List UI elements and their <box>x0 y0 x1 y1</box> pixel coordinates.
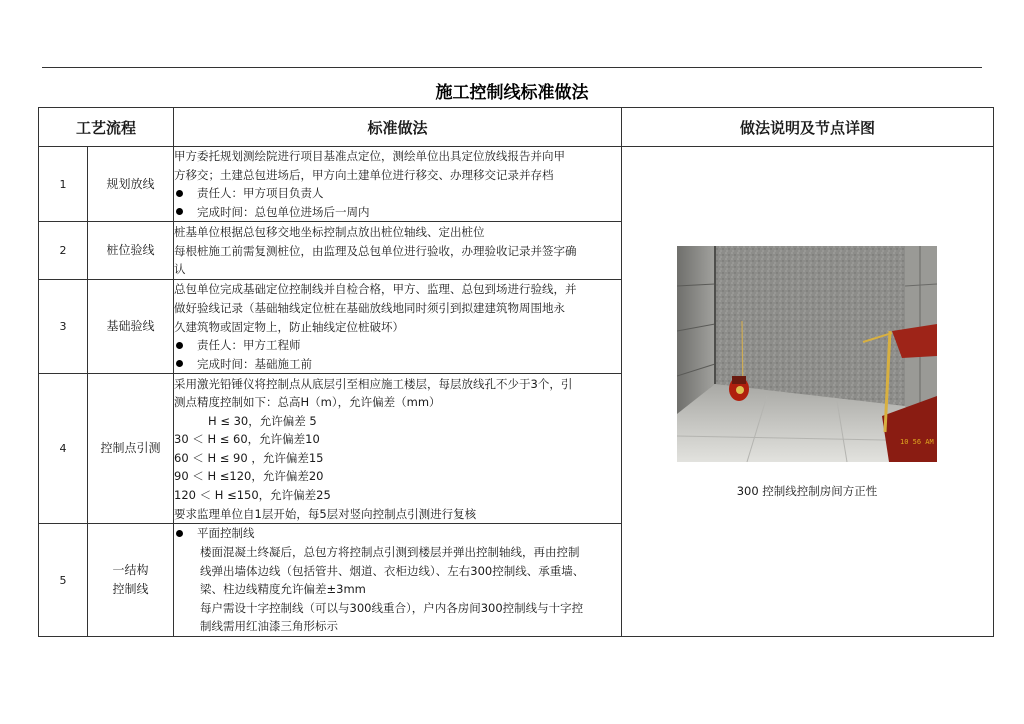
bullet-icon <box>176 342 183 349</box>
text-line: 甲方委托规划测绘院进行项目基准点定位，测绘单位出具定位放线报告并向甲 <box>174 149 566 163</box>
top-rule <box>42 67 982 68</box>
bullet-text: 完成时间：基础施工前 <box>197 356 313 371</box>
standard-practice-text <box>174 524 622 637</box>
text-line: 楼面混凝土终凝后，总包方将控制点引测到楼层并弹出控制轴线，再由控制 <box>200 544 580 559</box>
bullet-item <box>174 524 621 543</box>
step-name: 基础验线 <box>88 280 174 374</box>
document-title: 施工控制线标准做法 <box>435 83 589 103</box>
step-name: 控制点引测 <box>88 374 174 524</box>
bullet-item <box>174 336 621 355</box>
bullet-item <box>174 203 621 222</box>
standard-practice-text <box>174 280 622 374</box>
process-row <box>39 147 994 222</box>
header-details: 做法说明及节点详图 <box>622 108 994 147</box>
bullet-item <box>174 184 621 203</box>
bullet-item <box>174 355 621 374</box>
bullet-text: 平面控制线 <box>197 526 255 541</box>
text-line: 90 ＜ H ≤120，允许偏差20 <box>174 469 324 484</box>
step-number: 1 <box>39 147 88 222</box>
text-line: 做好验线记录（基础轴线定位桩在基础放线地同时须引到拟建建筑物周围地永 <box>174 300 566 315</box>
standard-practice-text <box>174 222 622 280</box>
text-line: 制线需用红油漆三角形标示 <box>200 619 339 634</box>
step-number: 2 <box>39 222 88 280</box>
standard-practice-text <box>174 147 622 222</box>
bullet-text: 责任人：甲方工程师 <box>197 338 301 353</box>
step-number: 4 <box>39 374 88 524</box>
step-name: 桩位验线 <box>88 222 174 280</box>
bullet-icon <box>176 530 183 537</box>
text-line: 采用激光铅锤仪将控制点从底层引至相应施工楼层，每层放线孔不少于3个，引 <box>174 376 573 391</box>
bullet-icon <box>176 208 183 215</box>
text-line: 30 ＜ H ≤ 60，允许偏差10 <box>174 432 320 447</box>
step-name: 规划放线 <box>88 147 174 222</box>
text-line: 120 ＜ H ≤150，允许偏差25 <box>174 488 331 503</box>
text-line: H ≤ 30，允许偏差 5 <box>208 413 317 428</box>
text-line: 要求监理单位自1层开始，每5层对竖向控制点引测进行复核 <box>174 506 477 521</box>
text-line: 久建筑物或固定物上，防止轴线定位桩破坏） <box>174 319 405 334</box>
bullet-text: 责任人：甲方项目负责人 <box>197 186 324 201</box>
site-photo <box>677 246 937 462</box>
photo-timestamp: 10 56 AM <box>900 438 934 446</box>
step-number: 3 <box>39 280 88 374</box>
text-line: 测点精度控制如下：总高H（m），允许偏差（mm） <box>174 395 441 410</box>
step-name: 一结构 控制线 <box>88 524 174 637</box>
laser-plumb-instrument <box>729 376 749 401</box>
text-line: 每户需设十字控制线（可以与300线重合），户内各房间300控制线与十字控 <box>200 600 584 615</box>
standard-practice-text <box>174 374 622 524</box>
text-line: 桩基单位根据总包移交地坐标控制点放出桩位轴线、定出桩位 <box>174 224 485 239</box>
header-process: 工艺流程 <box>39 108 174 147</box>
text-line: 60 ＜ H ≤ 90 ，允许偏差15 <box>174 450 324 465</box>
site-photo-image <box>677 246 937 462</box>
text-line: 每根桩施工前需复测桩位，由监理及总包单位进行验收，办理验收记录并签字确 <box>174 243 577 258</box>
text-line: 认 <box>174 262 186 277</box>
step-number: 5 <box>39 524 88 637</box>
text-line: 线弹出墙体边线（包括管井、烟道、衣柜边线）、左右300控制线、承重墙、 <box>200 563 585 578</box>
bullet-icon <box>176 190 183 197</box>
header-standard: 标准做法 <box>174 108 622 147</box>
text-line: 方移交；土建总包进场后，甲方向土建单位进行移交、办理移交记录并存档 <box>174 167 554 182</box>
figure-caption: 300 控制线控制房间方正性 <box>736 484 878 498</box>
bullet-text: 完成时间：总包单位进场后一周内 <box>197 204 370 219</box>
text-line: 梁、柱边线精度允许偏差±3mm <box>200 582 366 597</box>
text-line: 总包单位完成基础定位控制线并自检合格，甲方、监理、总包到场进行验线，并 <box>174 282 577 297</box>
bullet-icon <box>176 360 183 367</box>
